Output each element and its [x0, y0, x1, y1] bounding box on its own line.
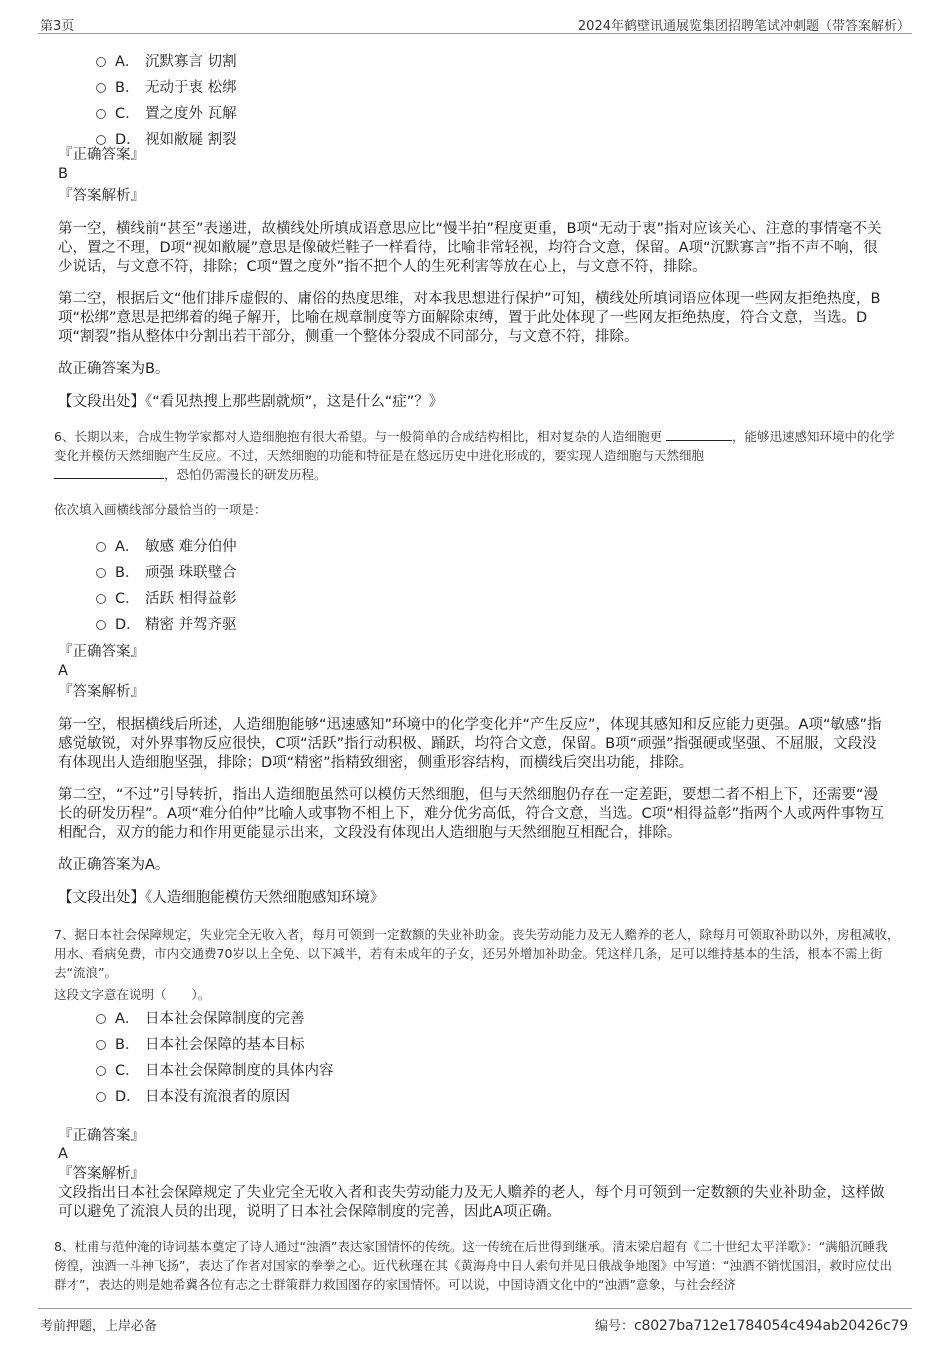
q7-option-b[interactable]: B． 日本社会保障的基本目标	[96, 1030, 334, 1056]
q7-option-d[interactable]: D． 日本没有流浪者的原因	[96, 1082, 334, 1108]
radio-icon[interactable]	[96, 135, 106, 145]
q6-options	[96, 532, 237, 636]
q6-analysis-heading: 『答案解析』	[58, 684, 145, 700]
radio-icon[interactable]	[96, 109, 106, 119]
blank-line	[666, 428, 732, 441]
q5-options	[96, 47, 237, 151]
q5-option-d[interactable]: D． 视如敝屣 割裂	[96, 125, 237, 151]
q5-answer: B	[58, 166, 68, 182]
radio-icon[interactable]	[96, 594, 106, 604]
q5-analysis-heading: 『答案解析』	[58, 188, 145, 204]
q5-source: 【文段出处】《“看见热搜上那些剧就烦”，这是什么“症”？》	[58, 394, 444, 410]
q7-analysis: 文段指出日本社会保障规定了失业完全无收入者和丧失劳动能力及无人赡养的老人，每个月可领到一定数额的失业补助金，这样做可以避免了流浪人员的出现，说明了日本社会保障制度的完善，因此A项正确。	[58, 1185, 885, 1220]
page-header	[38, 13, 912, 34]
q6-answer-heading: 『正确答案』	[58, 644, 145, 660]
q6-option-c[interactable]: C． 活跃 相得益彰	[96, 584, 237, 610]
q5-conclusion: 故正确答案为B。	[58, 361, 170, 377]
q5-analysis-paragraph-1: 第一空，横线前“甚至”表递进，故横线处所填成语意思应比“慢半拍”程度更重，B项“无动于衷”指对应该关心、注意的事情毫不关心，置之不理，D项“视如敝屣”意思是像破烂鞋子一样看待，比喻非常轻视，均符合文意，保留。A项“沉默寡言”指不声不响，很少说话，与文意不符，排除；C项“置之度外”指不把个人的生死利害等放在心上，与文意不符，排除。	[58, 221, 882, 275]
q7-answer: A	[58, 1146, 68, 1162]
q7-answer-heading: 『正确答案』	[58, 1128, 145, 1144]
q5-option-c[interactable]: C． 置之度外 瓦解	[96, 99, 237, 125]
radio-icon[interactable]	[96, 542, 106, 552]
document-title: 2024年鹤壁讯通展览集团招聘笔试冲刺题（带答案解析）	[577, 19, 910, 34]
q5-answer-heading: 『正确答案』	[58, 147, 145, 163]
footer-slogan: 考前押题，上岸必备	[40, 1319, 158, 1334]
q7-option-a[interactable]: A． 日本社会保障制度的完善	[96, 1004, 334, 1030]
q6-source: 【文段出处】《人造细胞能模仿天然细胞感知环境》	[58, 890, 385, 906]
q8-stem: 8、杜甫与范仲淹的诗词基本奠定了诗人通过“浊酒”表达家国情怀的传统。这一传统在后世得到继承。清末梁启超有《二十世纪太平洋歌》：“满船沉睡我傍徨，浊酒一斗神飞扬”，表达了作者对国家的拳拳之心。近代秋瑾在其《黄海舟中日人索句并见日俄战争地图》中写道：“浊酒不销忧国泪，救时应仗出群才”，表达的则是她希冀各位有志之士群策群力救国图存的家国情怀。可以说，中国诗酒文化中的“浊酒”意象，与社会经济	[54, 1239, 892, 1292]
radio-icon[interactable]	[96, 83, 106, 93]
radio-icon[interactable]	[96, 1066, 106, 1076]
radio-icon[interactable]	[96, 1040, 106, 1050]
q6-option-d[interactable]: D． 精密 并驾齐驱	[96, 610, 237, 636]
page-number: 第3页	[40, 19, 75, 34]
q6-analysis-paragraph-1: 第一空，根据横线后所述，人造细胞能够“迅速感知”环境中的化学变化并“产生反应”，体现其感知和反应能力更强。A项“敏感”指感觉敏锐，对外界事物反应很快，C项“活跃”指行动积极、踊跃，均符合文意，保留。B项“顽强”指强硬或坚强、不屈服，文段没有体现出人造细胞坚强，排除；D项“精密”指精致细密，侧重形容结构，而横线后突出功能，排除。	[58, 717, 882, 771]
q5-option-b[interactable]: B． 无动于衷 松绑	[96, 73, 237, 99]
q7-prompt: 这段文字意在说明（ ）。	[54, 987, 211, 1002]
q7-options	[96, 1004, 334, 1108]
q6-conclusion: 故正确答案为A。	[58, 857, 170, 873]
q7-stem: 7、据日本社会保障规定，失业完全无收入者，每月可领到一定数额的失业补助金。丧失劳动能力及无人赡养的老人，除每月可领取补助以外，房租减收，用水、看病免费，市内交通费70岁以上全免、以下减半，若有未成年的子女，还另外增加补助金。凭这样几条，足可以维持基本的生活，根本不需上街去“流浪”。	[54, 927, 900, 980]
q5-analysis-paragraph-2: 第二空，根据后文“他们排斥虚假的、庸俗的热度思维，对本我思想进行保护”可知，横线处所填词语应体现一些网友拒绝热度，B项“松绑”意思是把绑着的绳子解开，比喻在规章制度等方面解除束缚，置于此处体现了一些网友拒绝热度，符合文意，当选。D项“割裂”指从整体中分割出若干部分，侧重一个整体分裂成不同部分，与文意不符，排除。	[58, 291, 881, 345]
page-footer	[38, 1308, 912, 1333]
blank-line	[54, 466, 164, 479]
radio-icon[interactable]	[96, 620, 106, 630]
document-code: 编号：c8027ba712e1784054c494ab20426c79	[594, 1318, 908, 1334]
q6-option-b[interactable]: B． 顽强 珠联璧合	[96, 558, 237, 584]
q6-stem: 6、长期以来，合成生物学家都对人造细胞抱有很大希望。与一般简单的合成结构相比，相对复杂的人造细胞更 ，能够迅速感知环境中的化学变化并模仿天然细胞产生反应。不过，天然细胞的功能和特征是在悠远历史中进化形成的，要实现人造细胞与天然细胞 ，恐怕仍需漫长的研发历程。	[54, 429, 895, 482]
radio-icon[interactable]	[96, 1092, 106, 1102]
radio-icon[interactable]	[96, 1014, 106, 1024]
radio-icon[interactable]	[96, 568, 106, 578]
q6-option-a[interactable]: A． 敏感 难分伯仲	[96, 532, 237, 558]
q7-analysis-heading: 『答案解析』	[58, 1166, 145, 1182]
radio-icon[interactable]	[96, 57, 106, 67]
q7-option-c[interactable]: C． 日本社会保障制度的具体内容	[96, 1056, 334, 1082]
q6-analysis-paragraph-2: 第二空，“不过”引导转折，指出人造细胞虽然可以模仿天然细胞，但与天然细胞仍存在一定差距，要想二者不相上下，还需要“漫长的研发历程”。A项“难分伯仲”比喻人或事物不相上下，难分优劣高低，符合文意，当选。C项“相得益彰”指两个人或两件事物互相配合，双方的能力和作用更能显示出来，文段没有体现出人造细胞与天然细胞互相配合，排除。	[58, 787, 885, 841]
q6-prompt: 依次填入画横线部分最恰当的一项是：	[54, 502, 267, 517]
q6-answer: A	[58, 663, 68, 679]
q5-option-a[interactable]: A． 沉默寡言 切割	[96, 47, 237, 73]
